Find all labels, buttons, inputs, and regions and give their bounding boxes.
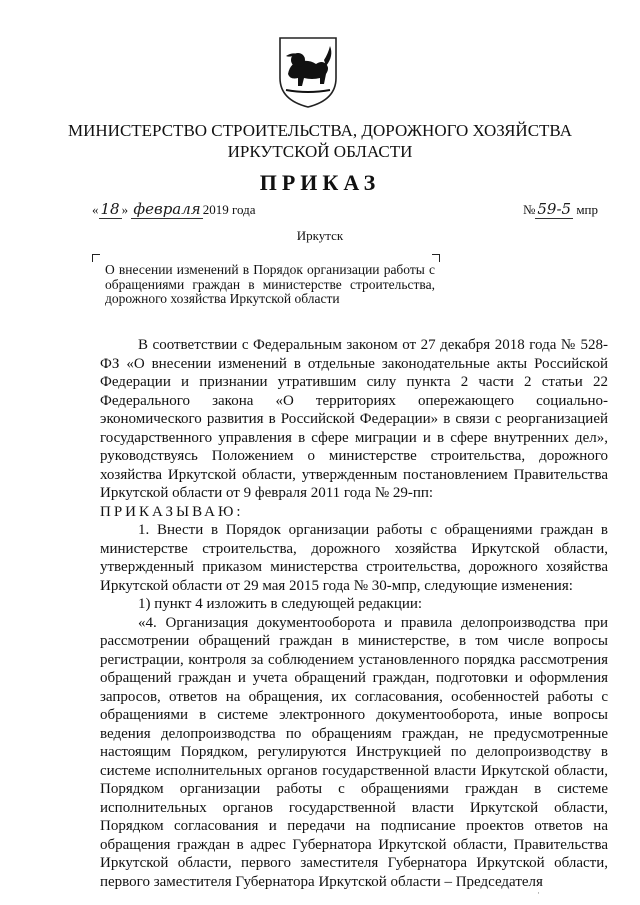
body-prikazyvayu: ПРИКАЗЫВАЮ:	[100, 503, 244, 520]
order-number	[523, 200, 598, 218]
body-paragraph-preamble: В соответствии с Федеральным законом от 27 декабря 2018 года № 528-ФЗ «О внесении изменений в отдельные законодательные акты Российской Федерации и признании утратившим силу пункта 2 части 2 статьи 22 Федерального закона «О территориях опережающего социально-экономического развития в Российской Федерации» в связи с реорганизацией государственного управления в сфере миграции и в сфере внутренних дел», руководствуясь Положением о министерстве строительства, дорожного хозяйства Иркутской области, утвержденным постановлением Правительства Иркутской области от 9 февраля 2011 года № 29-пп:	[100, 337, 608, 501]
order-body	[100, 336, 608, 891]
city: Иркутск	[296, 228, 344, 243]
order-subject: О внесении изменений в Порядок организации работы с обращениями граждан в министерстве строительства, дорожного хозяйства Иркутской области	[105, 262, 435, 306]
date-quote-close: »	[121, 202, 129, 217]
date-quote-open: «	[92, 202, 99, 217]
subject-bracket-right	[432, 254, 440, 262]
body-paragraph-subitem1: 1) пункт 4 изложить в следующей редакции:	[138, 596, 423, 612]
page-corner-mark: ·	[537, 888, 540, 898]
date-month: февраля	[133, 200, 201, 218]
ministry-name-line2: ИРКУТСКОЙ ОБЛАСТИ	[227, 142, 413, 161]
number-prefix: №	[522, 202, 536, 217]
date-year: 2019 года	[202, 202, 256, 217]
subject-bracket-left	[92, 254, 100, 262]
number-value: 59-5	[537, 200, 572, 218]
body-paragraph-item1: 1. Внести в Порядок организации работы с обращениями граждан в министерстве строительства, дорожного хозяйства Иркутской области, утвержденный приказом министерства строительства, дорожного хозяйства Иркутской области от 29 мая 2015 года № 30-мпр, следующие изменения:	[100, 522, 608, 594]
ministry-name	[60, 120, 580, 162]
order-date	[92, 200, 256, 218]
irkutsk-coat-of-arms-icon	[276, 34, 340, 110]
ministry-name-line1: МИНИСТЕРСТВО СТРОИТЕЛЬСТВА, ДОРОЖНОГО ХОЗЯЙСТВА	[68, 121, 572, 140]
number-suffix: мпр	[576, 202, 598, 217]
order-title: ПРИКАЗ	[259, 170, 381, 195]
date-day: 18	[100, 200, 120, 218]
body-paragraph-quote: «4. Организация документооборота и правила делопроизводства при рассмотрении обращений граждан в министерстве, в том числе вопросы регистрации, контроля за соблюдением установленного порядка рассмотрения обращений граждан и учета обращений граждан, подготовки и оформления запросов, ответов на обращения, их согласования, особенностей работы с обращениями в системе электронного документооборота, иные вопросы ведения делопроизводства по обращениям граждан, не предусмотренные настоящим Порядком, регулируются Инструкцией по делопроизводству в системе исполнительных органов государственной власти Иркутской области, Порядком организации работы с обращениями граждан в системе исполнительных органов государственной власти Иркутской области, Порядком согласования и передачи на подписание проектов ответов на обращения граждан в адрес Губернатора Иркутской области, Правительства Иркутской области, первого заместителя Губернатора Иркутской области, первого заместителя Губернатора Иркутской области – Председателя	[100, 614, 608, 890]
